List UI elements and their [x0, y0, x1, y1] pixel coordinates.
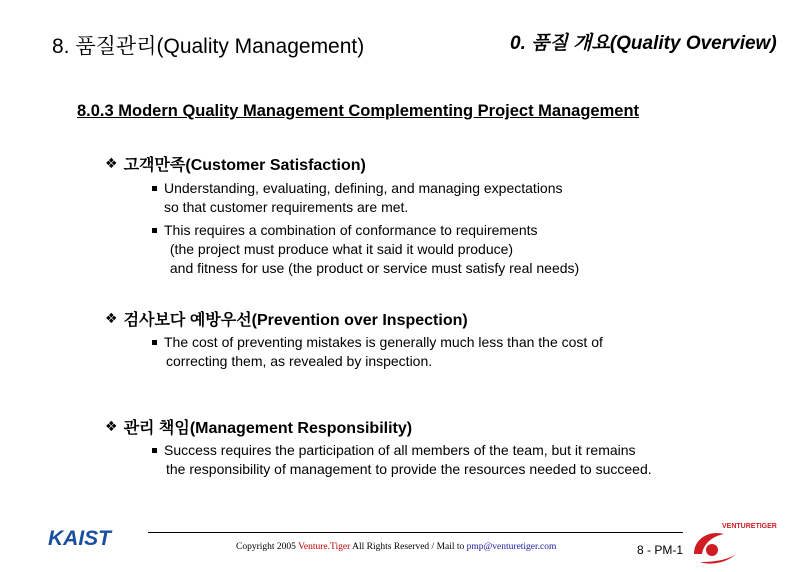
overview-title: 0. 품질 개요(Quality Overview)	[510, 33, 777, 54]
copyright-email-link[interactable]: pmp@venturetiger.com	[466, 542, 557, 552]
chapter-title: 8. 품질관리(Quality Management)	[52, 35, 365, 58]
bullet-text: and fitness for use (the product or service must satisfy real needs)	[166, 260, 580, 276]
list-item	[152, 441, 652, 479]
list-item	[152, 333, 603, 371]
square-bullet-icon	[152, 228, 157, 233]
copyright-notice	[236, 542, 556, 552]
section-heading-prevention	[105, 307, 468, 330]
vt-logo-text: VENTURETIGER	[722, 523, 777, 530]
bullet-text: (the project must produce what it said it would produce)	[166, 241, 514, 257]
copyright-brand: Venture.Tiger	[298, 542, 351, 552]
square-bullet-icon	[152, 186, 157, 191]
copyright-prefix: Copyright 2005	[236, 542, 299, 552]
vt-dot-icon	[706, 544, 718, 556]
bullet-text: Success requires the participation of all members of the team, but it remains	[164, 442, 636, 458]
venturetiger-logo	[688, 512, 798, 572]
section-heading-text: 관리 책임(Management Responsibility)	[123, 420, 413, 437]
bullet-text: The cost of preventing mistakes is generally much less than the cost of	[164, 334, 603, 350]
bullet-text: correcting them, as revealed by inspection.	[166, 353, 433, 369]
section-title: 8.0.3 Modern Quality Management Complementing Project Management	[77, 102, 640, 120]
list-item	[152, 221, 579, 278]
square-bullet-icon	[152, 340, 157, 345]
section-heading-management-responsibility	[105, 415, 412, 438]
diamond-bullet-icon: ❖	[105, 418, 118, 434]
section-heading-customer-satisfaction	[105, 152, 366, 175]
section-heading-text: 고객만족(Customer Satisfaction)	[123, 157, 366, 174]
bullet-text: This requires a combination of conformance to requirements	[164, 222, 538, 238]
diamond-bullet-icon: ❖	[105, 155, 118, 171]
diamond-bullet-icon: ❖	[105, 310, 118, 326]
kaist-logo	[48, 527, 114, 554]
bullet-text: Understanding, evaluating, defining, and managing expectations	[164, 180, 563, 196]
kaist-logo-text: KAIST	[48, 527, 111, 549]
page-number: 8 - PM-1	[637, 543, 684, 557]
list-item	[152, 179, 563, 217]
copyright-middle: All Rights Reserved / Mail to	[350, 542, 467, 552]
header-divider	[0, 64, 810, 65]
section-heading-text: 검사보다 예방우선(Prevention over Inspection)	[123, 312, 468, 329]
footer-divider	[148, 532, 683, 533]
square-bullet-icon	[152, 448, 157, 453]
bullet-text: so that customer requirements are met.	[164, 199, 409, 215]
bullet-text: the responsibility of management to provide the resources needed to succeed.	[166, 461, 652, 477]
vt-underline-icon	[700, 554, 736, 564]
